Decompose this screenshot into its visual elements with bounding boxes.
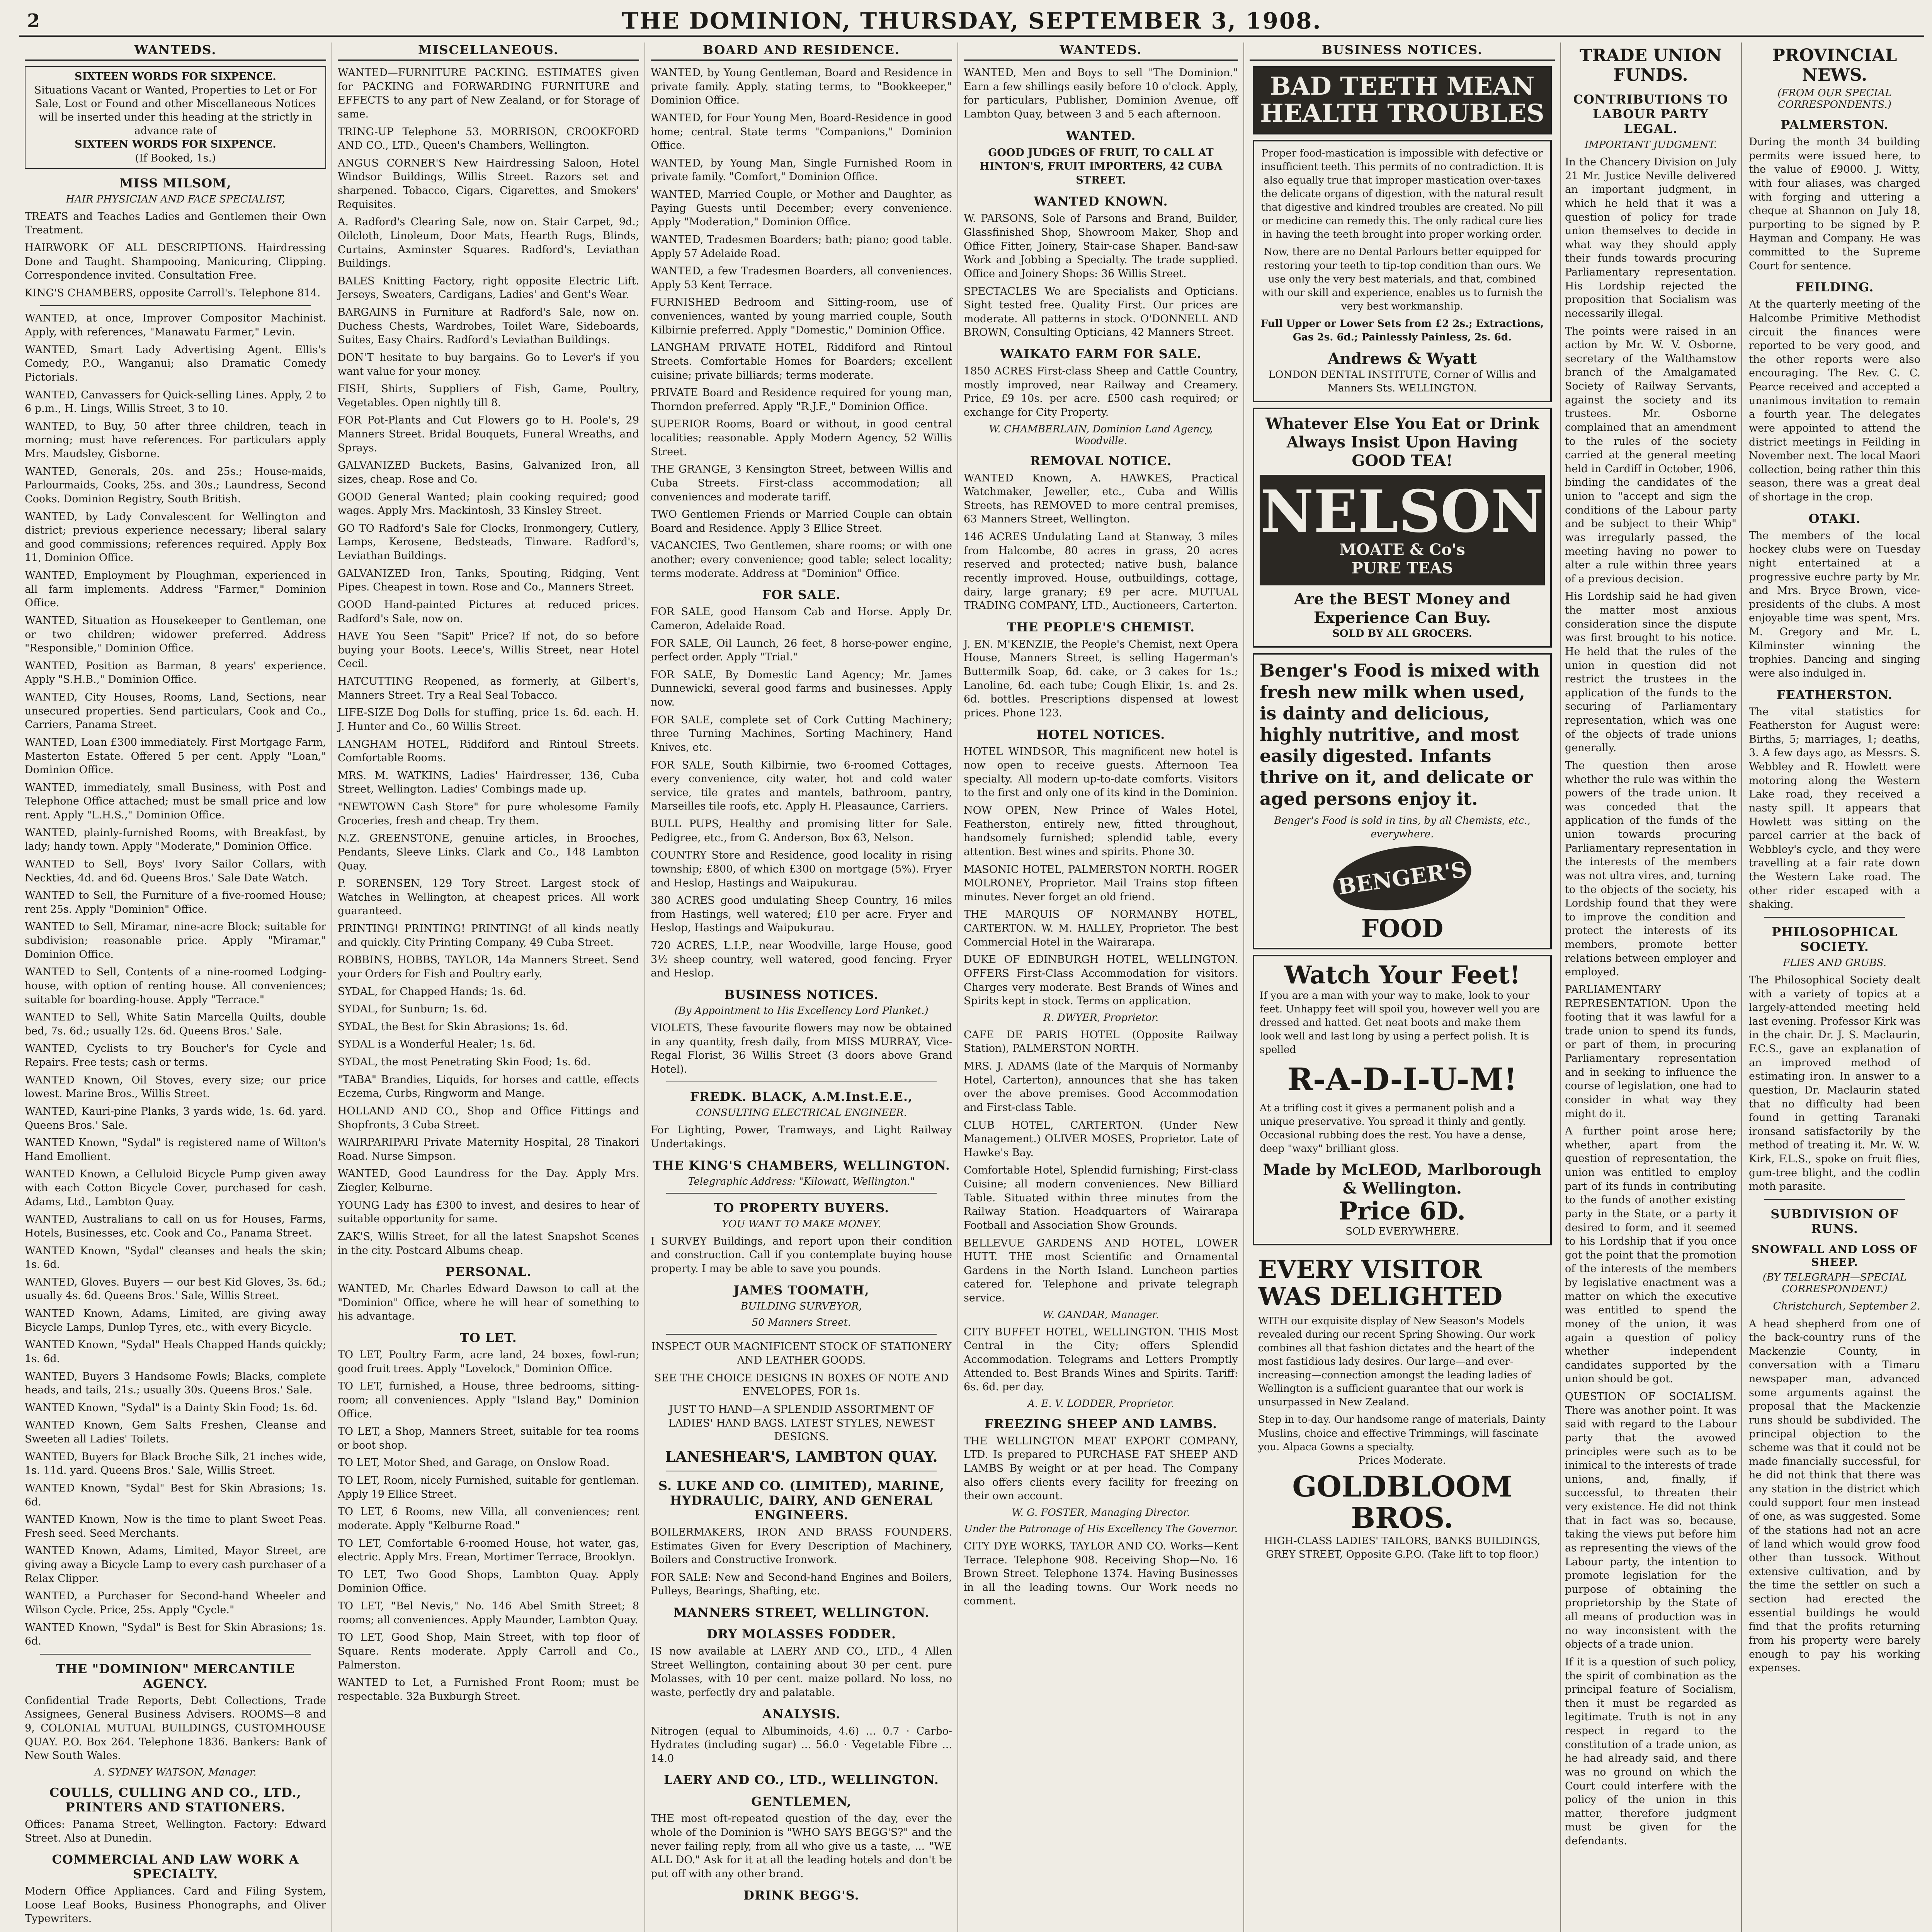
classified-ad: ANGUS CORNER'S New Hairdressing Saloon, Hotel Windsor Buildings, Willis Street. Razors set and sharpened. Tobacco, Cigars, Cigarettes, and Smokers' Requisites. xyxy=(338,157,639,211)
classified-ad: WANTED to Sell, Miramar, nine-acre Block; suitable for subdivision; reasonable price. Apply "Miramar," Dominion Office. xyxy=(25,921,326,961)
tolet-ad: WANTED to Let, a Furnished Front Room; must be respectable. 32a Buxburgh Street. xyxy=(338,1677,639,1702)
masthead xyxy=(19,8,1924,37)
nelson-text: Are the BEST Money and Experience Can Buy. xyxy=(1294,590,1511,627)
classified-ad: WANTED Known, Adams, Limited, Mayor Street, are giving away a Bicycle Lamp to every cash purchaser of a Relax Clipper. xyxy=(25,1545,326,1585)
chambers-text: KING'S CHAMBERS, opposite Carroll's. Telephone 814. xyxy=(25,287,321,299)
forsale-ad: 720 ACRES, L.I.P., near Woodville, large House, good 3½ sheep country, well watered, good fencing. Fryer and Heslop. xyxy=(651,940,952,980)
classified-ad: N.Z. GREENSTONE, genuine articles, in Brooches, Pendants, Sleeve Links. Clark and Co., 148 Lambton Quay. xyxy=(338,832,639,872)
edinburgh-text: DUKE OF EDINBURGH HOTEL, WELLINGTON. OFFERS First-Class Accommodation for visitors. Charges very moderate. Best Brands of Wines and Spirits kept in stock. Terms on application. xyxy=(964,954,1238,1007)
benger-sold: Benger's Food is sold in tins, by all Chemists, etc., everywhere. xyxy=(1274,815,1531,840)
dental-ad xyxy=(1253,140,1552,403)
snowfall-text: A head shepherd from one of the back-country runs of the Mackenzie County, in conversation with a Timaru newspaper man, advanced some arguments against the proposal that the Mackenzie runs should be subdivided. The principal objection to the scheme was that it could not be made financially successful, for he did not think that there was any station in the district which could support four men instead of one, as was suggested. Some of the stations had not an acre of land which would grow food other than tussock. Without extensive cultivation, and by the time the settler on such a section had erected the essential buildings he would find that the profits returning from his property were barely enough to pay his working expenses. xyxy=(1749,1318,1920,1674)
classified-ad: P. SORENSEN, 129 Tory Street. Largest stock of Watches in Wellington, at cheapest prices. All work guaranteed. xyxy=(338,878,639,917)
hairwork-text: HAIRWORK OF ALL DESCRIPTIONS. Hairdressing Done and Taught. Shampooing, Manicuring, Clipping. Correspondence invited. Consultation Free. xyxy=(25,242,326,282)
classified-ad: WANTED to Sell, the Furniture of a five-roomed House; rent 25s. Apply "Dominion" Office. xyxy=(25,889,326,915)
classified-ad: WANTED Known, "Sydal" Heals Chapped Hands quickly; 1s. 6d. xyxy=(25,1339,326,1365)
fruit-text: GOOD JUDGES OF FRUIT, TO CALL AT HINTON'S, FRUIT IMPORTERS, 42 CUBA STREET. xyxy=(979,146,1223,186)
tolet-ad: TO LET, a Shop, Manners Street, suitable for tea rooms or boot shop. xyxy=(338,1425,639,1451)
classified-ad: WANTED, immediately, small Business, with Post and Telephone Office attached; must be small price and low rent. Apply "L.H.S.," Dominion Office. xyxy=(25,781,326,821)
board-ad: TWO Gentlemen Friends or Married Couple can obtain Board and Residence. Apply 3 Ellice Street. xyxy=(651,509,952,534)
board-ad: SUPERIOR Rooms, Board or without, in good central localities; reasonable. Apply Modern Agency, 52 Willis Street. xyxy=(651,418,952,458)
provincial-headline: PROVINCIAL NEWS. xyxy=(1772,46,1897,85)
forsale-ad: FOR SALE, By Domestic Land Agency; Mr. James Dunnewicki, several good farms and businesses. Apply now. xyxy=(651,668,952,708)
forsale-ad: FOR SALE, South Kilbirnie, two 6-roomed Cottages, every convenience, city water, hot and cold water service, tile grates and mantels, bathroom, pantry, Marseilles tile roofs, etc. Apply H. Pleasaunce, Carriers. xyxy=(651,759,952,813)
radium-text: At a trifling cost it gives a permanent polish and a unique preservative. You spread it thinly and gently. Occasional rubbing does the rest. You have a dense, deep "waxy" brilliant gloss. xyxy=(1260,1102,1526,1155)
prince-text: NOW OPEN, New Prince of Wales Hotel, Featherston, entirely new, fitted throughout, handsomely furnished; splendid table, every attention. Best wines and spirits. Phone 30. xyxy=(964,804,1238,858)
divider xyxy=(1764,1199,1905,1200)
column-miscellaneous xyxy=(332,43,645,1932)
classified-ad: GOOD Hand-painted Pictures at reduced prices. Radford's Sale, now on. xyxy=(338,599,639,625)
laery-name: LAERY AND CO., LTD., WELLINGTON. xyxy=(664,1772,939,1787)
classified-ad: DON'T hesitate to buy bargains. Go to Lever's if you want value for your money. xyxy=(338,351,639,378)
article-paragraph: QUESTION OF SOCIALISM. There was another point. It was said with regard to the Labour party that the avowed principles were such as to be inimical to the interests of trade unions, and, finally, if successful, to threaten their very existence. He did not think that in fact was so, because, taking the views put before him as representing the views of the Labour party, the intention to promote legislation for the purpose of obtaining the proprietorship by the State of all means of production was in no way inconsistent with the objects of a trade union. xyxy=(1565,1391,1736,1651)
section-heading-wanteds-2: WANTEDS. xyxy=(964,43,1238,61)
classified-ad: WANTED, Gloves. Buyers — our best Kid Gloves, 3s. 6d.; usually 4s. 6d. Queens Bros.' Sale, Willis Street. xyxy=(25,1276,326,1302)
forsale-ad: BULL PUPS, Healthy and promising litter for Sale. Pedigree, etc., from G. Anderson, Box 63, Nelson. xyxy=(651,818,952,844)
column-business-notices xyxy=(1244,43,1561,1932)
section-heading-miscellaneous: MISCELLANEOUS. xyxy=(338,43,639,61)
classified-ad: WANTED, Buyers for Black Broche Silk, 21 inches wide, 1s. 11d. yard. Queens Bros.' Sale, Willis Street. xyxy=(25,1451,326,1477)
classified-ad: WANTED Known, Oil Stoves, every size; our price lowest. Marine Bros., Willis Street. xyxy=(25,1074,326,1100)
classified-ad: WANTED, by Lady Convalescent for Wellington and district; previous experience necessary; liberal salary and good commissions; references required. Apply Box 11, Dominion Office. xyxy=(25,510,326,564)
forsale-ad: FOR SALE, Oil Launch, 26 feet, 8 horse-power engine, perfect order. Apply "Trial." xyxy=(651,637,952,663)
classified-ad: SYDAL is a Wonderful Healer; 1s. 6d. xyxy=(338,1038,536,1051)
luke-sale: FOR SALE: New and Second-hand Engines and Boilers, Pulleys, Bearings, Shafting, etc. xyxy=(651,1571,952,1597)
classified-ad: WANTED, Loan £300 immediately. First Mortgage Farm, Masterton Estate. Offered 5 per cent. Apply "Loan," Dominion Office. xyxy=(25,736,326,776)
personal-text: WANTED, Mr. Charles Edward Dawson to call at the "Dominion" Office, where he will hear of something to his advantage. xyxy=(338,1283,639,1323)
forsale-list xyxy=(651,605,952,980)
article-paragraph: PARLIAMENTARY REPRESENTATION. Upon the footing that it was lawful for a trade union to spend its funds, or part of them, in procuring Parliamentary representation and in seeking to influence the course of legislation, one had to consider in what way they might do it. xyxy=(1565,983,1736,1120)
otaki-heading: OTAKI. xyxy=(1808,511,1861,526)
board-ad: LANGHAM PRIVATE HOTEL, Riddiford and Rintoul Streets. Comfortable Homes for Boarders; excellent cuisine; private billiards; terms moderate. xyxy=(651,342,952,381)
feilding-text: At the quarterly meeting of the Halcombe Primitive Methodist circuit the finances were reported to be very good, and the other reports were also encouraging. The Rev. C. C. Pearce received and accepted a unanimous invitation to remain a fourth year. The delegates were appointed to attend the district meetings in Feilding in November next. The local Maori collection, being rather thin this season, there was a great deal of shortage in the crop. xyxy=(1749,298,1920,503)
chemist-text: J. EN. M'KENZIE, the People's Chemist, next Opera House, Manners Street, is selling Hagerman's Buttermilk Soap, 6d. cake, or 3 cakes for 1s.; Lanoline, 6d. each tube; Cough Elixir, 1s. and 2s. 6d. bottles. Prescriptions dispensed at lowest prices. Phone 123. xyxy=(964,638,1238,719)
featherston-text: The vital statistics for Featherston for August were: Births, 5; marriages, 1; deaths, 3. A few days ago, as Messrs. S. Webbley and R. Howlett were motoring along the Western Lake road, they received a nasty spill. It appears that Howlett was sitting on the parcel carrier at the back of Webbley's cycle, and they were travelling at a fair rate down the Western Lake road. The other rider escaped with a shaking. xyxy=(1749,706,1920,911)
divider xyxy=(1764,917,1905,918)
nelson-brand: NELSON xyxy=(1260,478,1544,546)
freezing-heading: FREEZING SHEEP AND LAMBS. xyxy=(984,1416,1218,1431)
classified-ad: WANTED, Kauri-pine Planks, 3 yards wide, 1s. 6d. yard. Queens Bros.' Sale. xyxy=(25,1105,326,1131)
farm-text: 1850 ACRES First-class Sheep and Cattle Country, mostly improved, near Railway and Creamery. Price, £9 10s. per acre. £500 cash required; or exchange for City Property. xyxy=(964,365,1238,418)
forsale-heading: FOR SALE. xyxy=(762,587,841,602)
beggs-text: THE most oft-repeated question of the day, ever the whole of the Dominion is "WHO SAYS BEGG'S?" and the never failing reply, from all who give us a taste, ... "WE ALL DO." Ask for it at all the leading hotels and don't be put off with any other brand. xyxy=(651,1813,952,1880)
board-ad: FURNISHED Bedroom and Sitting-room, use of conveniences, wanted by young married couple, South Kilbirnie preferred. Apply "Domestic," Dominion Office. xyxy=(651,296,952,336)
forsale-ad: 380 ACRES good undulating Sheep Country, 16 miles from Hastings, well watered; £10 per acre. Fryer and Heslop, Hastings and Waipukurau. xyxy=(651,895,952,934)
classified-ad: GALVANIZED Buckets, Basins, Galvanized Iron, all sizes, cheap. Rose and Co. xyxy=(338,459,639,485)
classified-ad: LANGHAM HOTEL, Riddiford and Rintoul Streets. Comfortable Rooms. xyxy=(338,738,639,764)
column-wanteds-hotels xyxy=(958,43,1244,1932)
section-heading-wanteds: WANTEDS. xyxy=(25,43,326,61)
classified-ad: ZAK'S, Willis Street, for all the latest Snapshot Scenes in the city. Postcard Albums cheap. xyxy=(338,1230,639,1257)
article-paragraph: If it is a question of such policy, the spirit of combination as the principal feature of Socialism, then it must be regarded as legitimate. Truth is not in any respect in regard to the constitution of a trade union, as he had already said, and there was no ground on which the Court could interfere with the policy of the union in this matter, therefore judgment must be given for the defendants. xyxy=(1565,1656,1736,1847)
edinburgh-proprietor: R. DWYER, Proprietor. xyxy=(1043,1012,1159,1024)
laneshear-brand: LANESHEAR'S, LAMBTON QUAY. xyxy=(665,1447,938,1465)
classified-ad: SYDAL, for Sunburn; 1s. 6d. xyxy=(338,1003,488,1015)
classified-list xyxy=(338,66,639,1257)
city-buffet-text: CITY BUFFET HOTEL, WELLINGTON. THIS Most Central in the City; offers Splendid Accommodation. Telegrams and Letters Promptly Attended to. Best Brands Wines and Spirits. Tariff: 6s. 6d. per day. xyxy=(964,1326,1238,1393)
classified-ad: WANTED to Sell, Contents of a nine-roomed Lodging-house, with option of renting house. All conveniences; suitable for boarding-house. Apply "Terrace." xyxy=(25,966,326,1006)
fodder-heading: DRY MOLASSES FODDER. xyxy=(706,1627,896,1641)
classified-ad: TRING-UP Telephone 53. MORRISON, CROOKFORD AND CO., LTD., Queen's Chambers, Wellington. xyxy=(338,126,639,152)
classified-ad: LIFE-SIZE Dog Dolls for stuffing, price 1s. 6d. each. H. J. Hunter and Co., 60 Willis Street. xyxy=(338,707,639,733)
fodder-text: IS now available at LAERY AND CO., LTD., 4 Allen Street Wellington, containing about 30 per cent. pure Molasses, with 10 per cent. maize pollard. No loss, no waste, perfectly dry and palatable. xyxy=(651,1645,952,1699)
black-telegraph: Telegraphic Address: "Kilowatt, Wellington." xyxy=(688,1175,915,1187)
classified-ad: WANTED, Good Laundress for the Day. Apply Mrs. Ziegler, Kelburne. xyxy=(338,1168,639,1194)
trade-union-subheading: CONTRIBUTIONS TO LABOUR PARTY LEGAL. xyxy=(1573,92,1728,136)
removal-text: WANTED Known, A. HAWKES, Practical Watchmaker, Jeweller, etc., Cuba and Willis Streets, has REMOVED to more central premises, 63 Manners Street, Wellington. xyxy=(964,472,1238,526)
gentlemen-heading: GENTLEMEN, xyxy=(751,1794,852,1809)
dye-works-text: CITY DYE WORKS, TAYLOR AND CO. Works—Kent Terrace. Telephone 908. Receiving Shop—No. 16 Brown Street. Telephone 1374. Having Businesses in all the leading towns. Our Work needs no comment. xyxy=(964,1540,1238,1607)
luke-address: MANNERS STREET, WELLINGTON. xyxy=(673,1605,930,1620)
classified-ad: WANTED, Employment by Ploughman, experienced in all farm implements. Address "Farmer," Dominion Office. xyxy=(25,570,326,609)
analysis-heading: ANALYSIS. xyxy=(762,1706,841,1721)
tolet-ad: TO LET, Two Good Shops, Lambton Quay. Apply Dominion Office. xyxy=(338,1568,639,1595)
benger-ad xyxy=(1253,653,1552,949)
classified-ad: WANTED, at once, Improver Compositor Machinist. Apply, with references, "Manawatu Farmer," Levin. xyxy=(25,312,326,338)
drink-beggs: DRINK BEGG'S. xyxy=(743,1888,859,1903)
spectacles-text: SPECTACLES We are Specialists and Opticians. Sight tested free. Quality First. Our prices are moderate. All patterns in stock. O'DONNELL AND BROWN, Consulting Opticians, 42 Manners Street. xyxy=(964,285,1238,339)
judgment-heading: IMPORTANT JUDGMENT. xyxy=(1585,139,1717,151)
rates-terms: (If Booked, 1s.) xyxy=(135,152,216,164)
cafe-text: CAFE DE PARIS HOTEL (Opposite Railway Station), PALMERSTON NORTH. xyxy=(964,1029,1238,1055)
classified-ad: WANTED, plainly-furnished Rooms, with Breakfast, by lady; handy town. Apply "Moderate," Dominion Office. xyxy=(25,827,326,853)
visitor-text: WITH our exquisite display of New Season's Models revealed during our recent Spring Showing. Our work combines all that fashion dictates and the heart of the most fastidious lady desires. Our large—and ever-increasing—connection amongst the leading ladies of Wellington is a sufficient guarantee that our work is unsurpassed in New Zealand. xyxy=(1258,1315,1535,1408)
adams-text: MRS. J. ADAMS (late of the Marquis of Normanby Hotel, Carterton), announces that she has taken over the above premises. Good Accommodation and First-class Table. xyxy=(964,1060,1238,1114)
agency-manager: A. SYDNEY WATSON, Manager. xyxy=(94,1766,257,1778)
denture-text: Now, there are no Dental Parlours better equipped for restoring your teeth to tip-top condition than ours. We use only the very best materials, and that, combined with our skill and experience, enables us to furnish the very best workmanship. xyxy=(1262,246,1543,312)
rates-text: Situations Vacant or Wanted, Properties to Let or For Sale, Lost or Found and other Miscellaneous Notices will be inserted under this heading at the strictly in advance rate of xyxy=(34,84,317,137)
bags-text: JUST TO HAND—A SPLENDID ASSORTMENT OF LADIES' HAND BAGS. LATEST STYLES, NEWEST DESIGNS. xyxy=(668,1403,935,1443)
classified-ad: WANTED, Canvassers for Quick-selling Lines. Apply, 2 to 6 p.m., H. Lings, Willis Street, 3 to 10. xyxy=(25,389,327,415)
classified-ad: BARGAINS in Furniture at Radford's Sale, now on. Duchess Chests, Wardrobes, Toilet Ware, Sideboards, Suites, Easy Chairs. Radford's Leviathan Buildings. xyxy=(338,306,639,346)
classified-ad: WANTED Known, "Sydal" is Best for Skin Abrasions; 1s. 6d. xyxy=(25,1621,326,1648)
snowfall-dateline: Christchurch, September 2. xyxy=(1773,1300,1920,1312)
featherston-heading: FEATHERSTON. xyxy=(1776,687,1893,702)
column-board-residence xyxy=(645,43,958,1932)
milsom-text: TREATS and Teaches Ladies and Gentlemen their Own Treatment. xyxy=(25,210,326,236)
page-title: THE DOMINION, THURSDAY, SEPTEMBER 3, 1908. xyxy=(622,8,1322,34)
milsom-role: HAIR PHYSICIAN AND FACE SPECIALIST, xyxy=(66,193,285,205)
goldbloom-ad xyxy=(1253,1251,1552,1567)
tolet-list xyxy=(338,1348,639,1703)
commercial-heading: COMMERCIAL AND LAW WORK A SPECIALTY. xyxy=(52,1852,299,1882)
farm-agent: W. CHAMBERLAIN, Dominion Land Agency, Woodville. xyxy=(989,423,1213,447)
forsale-ad: COUNTRY Store and Residence, good locality in rising township; £800, of which £300 on mortgage (5%). Fryer and Heslop, Hastings and Waipukurau. xyxy=(651,849,952,889)
benger-food-label: FOOD xyxy=(1361,914,1444,943)
visitor-text-2: Step in to-day. Our handsome range of materials, Dainty Muslins, choice and effective Trimmings, will fascinate you. Alpaca Gowns a specialty. xyxy=(1258,1414,1546,1453)
column-wanteds xyxy=(19,43,332,1932)
classified-ad: SYDAL, the most Penetrating Skin Food; 1s. 6d. xyxy=(338,1056,591,1068)
radium-sold: SOLD EVERYWHERE. xyxy=(1345,1225,1459,1237)
classified-ad: GO TO Radford's Sale for Clocks, Ironmongery, Cutlery, Lamps, Kerosene, Bedsteads, Tinware. Radford's, Leviathan Buildings. xyxy=(338,522,639,562)
personal-heading: PERSONAL. xyxy=(445,1264,532,1279)
divider xyxy=(666,1193,937,1194)
watch-text: If you are a man with your way to make, look to your feet. Unhappy feet will spoil you, however well you are dressed and hatted. Get neat boots and make them look well and last long by using a perfect polish. It is spelled xyxy=(1260,990,1540,1056)
visitor-prices: Prices Moderate. xyxy=(1358,1454,1446,1466)
article-paragraph: A further point arose here; whether, apart from the question of representation, the union was entitled to employ part of its funds in contributing to the funds of another existing party in the State, or a party it desired to form, and it seemed to his Lordship that if you once got the point that the promotion of the interests of the members by legislative enactment was a matter on which the executive was entitled to spend the money of the union, it was again a question of policy whether independent candidates supported by the union should be got. xyxy=(1565,1125,1736,1385)
divider xyxy=(40,305,311,306)
business-heading: BUSINESS NOTICES. xyxy=(724,987,879,1002)
column-news xyxy=(1561,43,1924,1932)
board-ad: WANTED, a few Tradesmen Boarders, all conveniences. Apply 53 Kent Terrace. xyxy=(651,265,952,291)
club-text: CLUB HOTEL, CARTERTON. (Under New Management.) OLIVER MOSES, Proprietor. Late of Hawke's Bay. xyxy=(964,1119,1238,1159)
classified-ad: GOOD General Wanted; plain cooking required; good wages. Apply Mrs. Mackintosh, 33 Kinsley Street. xyxy=(338,491,639,517)
classified-ad: WANTED, to Buy, 50 after three children, teach in morning; must have references. For particulars apply Mrs. Maudsley, Gisborne. xyxy=(25,420,326,460)
rates-box xyxy=(25,66,326,169)
warrant-text: (By Appointment to His Excellency Lord Plunket.) xyxy=(674,1005,929,1017)
classified-ad: WANTED, a Purchaser for Second-hand Wheeler and Wilson Cycle. Price, 25s. Apply "Cycle." xyxy=(25,1590,326,1616)
bad-teeth-ad xyxy=(1253,66,1552,134)
classified-ad: MRS. M. WATKINS, Ladies' Hairdresser, 136, Cuba Street, Wellington. Ladies' Combings made up. xyxy=(338,769,639,796)
article-paragraph: In the Chancery Division on July 21 Mr. Justice Neville delivered an important judgment, in which he held that it was a question of policy for trade union themselves to decide in what way they should apply their funds towards procuring Parliamentary representation. His Lordship rejected the proposition that Socialism was necessarily illegal. xyxy=(1565,156,1736,320)
commercial-text: Modern Office Appliances. Card and Filing System, Loose Leaf Books, Business Phonographs, and Oliver Typewriters. xyxy=(25,1885,326,1925)
toomath-name: JAMES TOOMATH, xyxy=(733,1282,869,1298)
chemist-heading: THE PEOPLE'S CHEMIST. xyxy=(1007,619,1195,634)
coulls-title: COULLS, CULLING AND CO., LTD., PRINTERS AND STATIONERS. xyxy=(49,1785,301,1815)
hotel-heading: HOTEL NOTICES. xyxy=(1036,727,1165,742)
article-paragraph: His Lordship said he had given the matter most anxious consideration since the dispute was first brought to his notice. He held that the rules of the union in question did not restrict the trustees in the application of the funds to the securing of Parliamentary representation, which was one of the objects of trade unions generally. xyxy=(1565,590,1736,754)
black-address: THE KING'S CHAMBERS, WELLINGTON. xyxy=(652,1158,951,1173)
classified-ad: GALVANIZED Iron, Tanks, Spouting, Ridging, Vent Pipes. Cheapest in town. Rose and Co., Manners Street. xyxy=(338,567,639,594)
palmerston-heading: PALMERSTON. xyxy=(1781,117,1889,132)
men-boys-text: WANTED, Men and Boys to sell "The Dominion." Earn a few shillings easily before 10 o'clock. Apply, for particulars, Publisher, Dominion Avenue, off Lambton Quay, between 3 and 5 each afternoon. xyxy=(964,67,1238,120)
classified-ad: HOLLAND AND CO., Shop and Office Fittings and Shopfronts, 3 Cuba Street. xyxy=(338,1105,639,1131)
classified-ad: WANTED, Smart Lady Advertising Agent. Ellis's Comedy, P.O., Wanganui; also Dramatic Comedy Pictorials. xyxy=(25,344,326,383)
forsale-ad: FOR SALE, complete set of Cork Cutting Machinery; three Turning Machines, Sorting Machinery, Hand Knives, etc. xyxy=(651,714,952,753)
radium-price: Price 6D. xyxy=(1338,1196,1466,1226)
analysis-text: Nitrogen (equal to Albuminoids, 4.6) ... 0.7 · Carbo-Hydrates (including sugar) ... 56.0 · Vegetable Fibre ... 14.0 xyxy=(651,1725,952,1765)
classified-ad: WANTED, Cyclists to try Boucher's for Cycle and Repairs. Free tests; cash or terms. xyxy=(25,1043,326,1069)
farm-heading: WAIKATO FARM FOR SALE. xyxy=(1000,347,1202,361)
classified-ad: WANTED, Generals, 20s. and 25s.; House-maids, Parlourmaids, Cooks, 25s. and 30s.; Laundress, Second Cooks. Dominion Registry, South British. xyxy=(25,465,326,505)
benger-text: Benger's Food is mixed with fresh new milk when used, is dainty and delicious, highly nutritive, and most easily digested. Infants thrive on it, and delicate or aged persons enjoy it. xyxy=(1260,660,1540,809)
pure-teas-label: PURE TEAS xyxy=(1351,559,1453,578)
grocers-text: SOLD BY ALL GROCERS. xyxy=(1332,628,1472,640)
black-name: FREDK. BLACK, A.M.Inst.E.E., xyxy=(690,1089,913,1104)
wyatt-address: LONDON DENTAL INSTITUTE, Corner of Willis and Manners Sts. WELLINGTON. xyxy=(1268,369,1536,395)
classified-ad: WAIRPARIPARI Private Maternity Hospital, 28 Tinakori Road. Nurse Simpson. xyxy=(338,1136,639,1162)
classified-ad: "NEWTOWN Cash Store" for pure wholesome Family Groceries, fresh and cheap. Try them. xyxy=(338,801,639,827)
classified-ad: WANTED Known, a Celluloid Bicycle Pump given away with each Cotton Bicycle Cover, purchased for cash. Adams, Ltd., Lambton Quay. xyxy=(25,1168,326,1208)
philosophical-heading: PHILOSOPHICAL SOCIETY. xyxy=(1772,924,1898,954)
divider xyxy=(40,1654,311,1655)
classified-list xyxy=(25,311,326,1648)
agency-text: Confidential Trade Reports, Debt Collections, Trade Assignees, General Business Advisers. ROOMS—8 and 9, COLONIAL MUTUAL BUILDINGS, CUSTOMHOUSE QUAY. P.O. Box 264. Telephone 1836. Bankers: Bank of New South Wales. xyxy=(25,1694,326,1762)
board-ad: WANTED, Married Couple, or Mother and Daughter, as Paying Guests until December; every convenience. Apply "Moderation," Dominion Office. xyxy=(651,189,952,228)
goldbloom-brand: GOLDBLOOM BROS. xyxy=(1292,1470,1512,1535)
philosophical-text: The Philosophical Society dealt with a variety of topics at a largely-attended meeting held last evening. Professor Kirk was in the chair. Dr. J. S. Maclaurin, F.C.S., gave an explanation of an improved method of estimating iron. In answer to a question, Dr. Maclaurin stated that no difficulty had been found in getting Taranaki ironsand satisfactorily by the method of treating it. Mr. W. W. Kirk, F.L.S., spoke on fruit flies, gum-tree blight, and the codlin moth parasite. xyxy=(1749,974,1920,1193)
palmerston-text: During the month 34 building permits were issued here, to the value of £9000. J. Witty, with four aliases, was charged with forging and uttering a cheque at Shannon on July 18, purporting to be signed by P. Hayman and Company. He was committed to the Supreme Court for sentence. xyxy=(1749,136,1920,272)
rates-repeat: SIXTEEN WORDS FOR SIXPENCE. xyxy=(75,138,276,151)
parsons-text: W. PARSONS, Sole of Parsons and Brand, Builder, Glassfinished Shop, Showroom Maker, Shop and Office Fitter, Joinery, Stair-case Shaper. Band-saw Work and Jobbing a Specialty. The trade supplied. Office and Joinery Shops: 36 Willis Street. xyxy=(964,213,1238,280)
board-ad: THE GRANGE, 3 Kensington Street, between Willis and Cuba Streets. First-class accommodation; all conveniences and moderate tariff. xyxy=(651,463,952,503)
comfortable-text: Comfortable Hotel, Splendid furnishing; First-class Cuisine; all modern conveniences. New Billiard Table. Situated within three minutes from the Railway Station. Headquarters of Wairarapa Football and Association Show Grounds. xyxy=(964,1164,1238,1231)
article-paragraph: The question then arose whether the rule was within the powers of the trade union. It was conceded that the application of the funds of the union towards procuring Parliamentary representation in the interests of the members was not ultra vires, and, turning to the objects of the society, his Lordship found that they were to improve the condition and protect the interests of its members, promote better relations between employer and employed. xyxy=(1565,759,1736,978)
classified-ad: WANTED, Australians to call on us for Houses, Farms, Hotels, Businesses, etc. Cook and Co., Panama Street. xyxy=(25,1213,326,1239)
classified-ad: WANTED Known, "Sydal" is a Dainty Skin Food; 1s. 6d. xyxy=(25,1401,318,1414)
benger-brand-oval: BENGER'S xyxy=(1329,838,1476,919)
agency-title: THE "DOMINION" MERCANTILE AGENCY. xyxy=(56,1661,295,1691)
tolet-ad: TO LET, Room, nicely Furnished, suitable for gentleman. Apply 19 Ellice Street. xyxy=(338,1475,639,1500)
teeth-text: Proper food-mastication is impossible with defective or insufficient teeth. This permits of no contradiction. It is also equally true that improper mastication over-taxes the delicate organs of digestion, with the natural result that digestive and kindred troubles are created. No pill or medicine can remedy this. The only radical cure lies in having the teeth brought into proper working order. xyxy=(1261,147,1544,241)
board-ad: WANTED, by Young Gentleman, Board and Residence in private family. Apply, stating terms, to "Bookkeeper," Dominion Office. xyxy=(651,67,952,107)
classified-ad: WANTED Known, Adams, Limited, are giving away Bicycle Lamps, Dunlop Tyres, etc., with every Bicycle. xyxy=(25,1308,326,1333)
windsor-text: HOTEL WINDSOR, This magnificent new hotel is now open to receive guests. Afternoon Tea specialty. All modern up-to-date comforts. Visitors to the first and only one of its kind in the Dominion. xyxy=(964,745,1238,799)
classified-ad: WANTED, Buyers 3 Handsome Fowls; Blacks, complete heads, and tails, 21s.; usually 30s. Queens Bros.' Sale. xyxy=(25,1370,326,1396)
property-slogan: YOU WANT TO MAKE MONEY. xyxy=(722,1218,881,1230)
trade-union-article xyxy=(1565,43,1742,1932)
black-text: For Lighting, Power, Tramways, and Light Railway Undertakings. xyxy=(651,1124,952,1150)
patronage-text: Under the Patronage of His Excellency The Governor. xyxy=(964,1523,1238,1535)
classified-ad: WANTED, Position as Barman, 8 years' experience. Apply "S.H.B.," Dominion Office. xyxy=(25,660,326,686)
section-heading-business: BUSINESS NOTICES. xyxy=(1250,43,1555,61)
section-heading-board: BOARD AND RESIDENCE. xyxy=(651,43,952,61)
moate-brand: MOATE & Co's xyxy=(1339,541,1465,559)
stationery-text: INSPECT OUR MAGNIFICENT STOCK OF STATIONERY AND LEATHER GOODS. xyxy=(651,1340,952,1367)
article-paragraph: The points were raised in an action by Mr. W. V. Osborne, secretary of the Walthamstow branch of the Amalgamated Society of Railway Servants, against the society and its trustees. Mr. Osborne complained that an amendment to the rules of the society carried at the general meeting held in Cardiff in October, 1906, binding the candidates of the union to "accept and sign the conditions of the Labour party and be subject to their Whip" was irregularly passed, the meeting having no power to alter a rule within three years of a previous decision. xyxy=(1565,325,1736,585)
provincial-subheading: (FROM OUR SPECIAL CORRESPONDENTS.) xyxy=(1777,87,1892,111)
classified-ad: "TABA" Brandies, Liquids, for horses and cattle, effects Eczema, Curbs, Ringworm and Mange. xyxy=(338,1073,639,1100)
visitor-headline: EVERY VISITOR WAS DELIGHTED xyxy=(1258,1255,1503,1311)
flies-heading: FLIES AND GRUBS. xyxy=(1783,957,1886,969)
classified-ad: WANTED Known, Now is the time to plant Sweet Peas. Fresh seed. Seed Merchants. xyxy=(25,1514,326,1539)
wanted-heading: WANTED. xyxy=(1066,128,1136,143)
tolet-heading: TO LET. xyxy=(460,1330,517,1345)
classified-ad: FISH, Shirts, Suppliers of Fish, Game, Poultry, Vegetables. Open nightly till 8. xyxy=(338,383,639,409)
dental-prices: Full Upper or Lower Sets from £2 2s.; Extractions, Gas 2s. 6d.; Painlessly Painless, 2s. 6d. xyxy=(1260,318,1544,343)
page-number: 2 xyxy=(27,10,40,32)
tea-slogan: Whatever Else You Eat or Drink Always Insist Upon Having GOOD TEA! xyxy=(1265,415,1539,470)
freezing-director: W. G. FOSTER, Managing Director. xyxy=(1012,1507,1190,1519)
coulls-text: Offices: Panama Street, Wellington. Factory: Edward Street. Also at Dunedin. xyxy=(25,1818,326,1844)
removal-heading: REMOVAL NOTICE. xyxy=(1030,453,1172,468)
property-heading: TO PROPERTY BUYERS. xyxy=(713,1200,889,1215)
wyatt-name: Andrews & Wyatt xyxy=(1328,350,1477,368)
runs-heading: SUBDIVISION OF RUNS. xyxy=(1770,1206,1899,1236)
classified-ad: WANTED, City Houses, Rooms, Land, Sections, near unsecured properties. Send particulars, Cook and Co., Carriers, Panama Street. xyxy=(25,691,326,731)
board-ad: PRIVATE Board and Residence required for young man, Thorndon preferred. Apply "R.J.F.," Dominion Office. xyxy=(651,387,952,413)
divider xyxy=(666,1334,937,1335)
feilding-heading: FEILDING. xyxy=(1795,280,1874,295)
classified-ad: ROBBINS, HOBBS, TAYLOR, 14a Manners Street. Send your Orders for Fish and Poultry early. xyxy=(338,954,639,980)
black-role: CONSULTING ELECTRICAL ENGINEER. xyxy=(696,1107,907,1119)
bad-teeth-headline: BAD TEETH MEAN HEALTH TROUBLES xyxy=(1260,72,1544,128)
classified-ad: WANTED to Sell, Boys' Ivory Sailor Collars, with Neckties, 4d. and 6d. Queens Bros.' Sale Date Watch. xyxy=(25,858,326,884)
forsale-ad: FOR SALE, good Hansom Cab and Horse. Apply Dr. Cameron, Adelaide Road. xyxy=(651,606,952,632)
classified-ad: BALES Knitting Factory, right opposite Electric Lift. Jerseys, Sweaters, Cardigans, Ladies' and Gent's Wear. xyxy=(338,275,639,301)
board-ad: VACANCIES, Two Gentlemen, share rooms; or with one another; every convenience; good table; select locality; terms moderate. Address at "Dominion" Office. xyxy=(651,540,952,580)
classified-ad: A. Radford's Clearing Sale, now on. Stair Carpet, 9d.; Oilcloth, Linoleum, Door Mats, Hearth Rugs, Blinds, Curtains, Axminster Squares. Radford's, Leviathan Buildings. xyxy=(338,216,639,270)
board-ad: WANTED, by Young Man, Single Furnished Room in private family. "Comfort," Dominion Office. xyxy=(651,157,952,183)
classified-list xyxy=(651,66,952,580)
classified-ad: WANTED Known, "Sydal" Best for Skin Abrasions; 1s. 6d. xyxy=(25,1482,326,1508)
bellevue-manager: W. GANDAR, Manager. xyxy=(1043,1309,1159,1321)
known-heading: WANTED KNOWN. xyxy=(1034,194,1168,209)
snowfall-heading: SNOWFALL AND LOSS OF SHEEP. xyxy=(1751,1243,1918,1269)
marquis-text: THE MARQUIS OF NORMANBY HOTEL, CARTERTON. W. M. HALLEY, Proprietor. The best Commercial Hotel in the Wairarapa. xyxy=(964,908,1238,948)
freezing-text: THE WELLINGTON MEAT EXPORT COMPANY, LTD. Is prepared to PURCHASE FAT SHEEP AND LAMBS By weight or at per head. The Company also offers clients every facility for freezing on their own account. xyxy=(964,1435,1238,1502)
classified-ad: PRINTING! PRINTING! PRINTING! of all kinds neatly and quickly. City Printing Company, 49 Cuba Street. xyxy=(338,923,639,949)
provincial-news xyxy=(1749,43,1920,1932)
tolet-ad: TO LET, Motor Shed, and Garage, on Onslow Road. xyxy=(338,1457,610,1469)
radium-ad xyxy=(1253,955,1552,1245)
classified-ad: HATCUTTING Reopened, as formerly, at Gilbert's, Manners Street. Try a Real Seal Tobacco. xyxy=(338,675,639,701)
classified-ad: SYDAL, the Best for Skin Abrasions; 1s. 6d. xyxy=(338,1020,568,1033)
classified-ad: WANTED Known, "Sydal" is registered name of Wilton's Hand Emollient. xyxy=(25,1137,326,1163)
tolet-ad: TO LET, "Bel Nevis," No. 146 Abel Smith Street; 8 rooms; all conveniences. Apply Maunder, Lambton Quay. xyxy=(338,1600,639,1626)
board-ad: WANTED, for Four Young Men, Board-Residence in good home; central. State terms "Companions," Dominion Office. xyxy=(651,112,952,152)
luke-name: S. LUKE AND CO. (LIMITED), MARINE, HYDRAULIC, DAIRY, AND GENERAL ENGINEERS. xyxy=(658,1478,944,1522)
snowfall-subheading: (BY TELEGRAPH—SPECIAL CORRESPONDENT.) xyxy=(1762,1271,1907,1295)
tolet-ad: TO LET, 6 Rooms, new Villa, all conveniences; rent moderate. Apply "Kelburne Road." xyxy=(338,1506,639,1532)
tolet-ad: TO LET, Good Shop, Main Street, with top floor of Square. Rents moderate. Apply Carroll and Co., Palmerston. xyxy=(338,1631,639,1671)
tea-ad xyxy=(1253,408,1552,648)
goldbloom-address: HIGH-CLASS LADIES' TAILORS, BANKS BUILDINGS, GREY STREET, Opposite G.P.O. (Take lift to top floor.) xyxy=(1264,1535,1541,1560)
toomath-address: 50 Manners Street. xyxy=(752,1316,851,1328)
bellevue-text: BELLEVUE GARDENS AND HOTEL, LOWER HUTT. THE most Scientific and Ornamental Gardens in the North Island. Luncheon parties catered for. Telephone and private telegraph service. xyxy=(964,1237,1238,1304)
classified-ad: YOUNG Lady has £300 to invest, and desires to hear of suitable opportunity for same. xyxy=(338,1199,639,1225)
rates-title: SIXTEEN WORDS FOR SIXPENCE. xyxy=(75,71,276,83)
classified-ad: WANTED—FURNITURE PACKING. ESTIMATES given for PACKING and FORWARDING FURNITURE and EFFECTS to any part of New Zealand, or for Storage of same. xyxy=(338,67,639,120)
otaki-text: The members of the local hockey clubs were on Tuesday night entertained at a progressive euchre party by Mr. and Mrs. Bryce Brown, vice-presidents of the clubs. A most enjoyable time was spent, Mrs. M. Gregory and Mr. L. Kilminster winning the trophies. Dancing and singing were also indulged in. xyxy=(1749,529,1920,679)
tolet-ad: TO LET, Comfortable 6-roomed House, hot water, gas, electric. Apply Mrs. Frean, Mortimer Terrace, Brooklyn. xyxy=(338,1537,639,1563)
classified-ad: WANTED Known, "Sydal" cleanses and heals the skin; 1s. 6d. xyxy=(25,1245,326,1271)
board-ad: WANTED, Tradesmen Boarders; bath; piano; good table. Apply 57 Adelaide Road. xyxy=(651,233,952,260)
luke-text: BOILERMAKERS, IRON AND BRASS FOUNDERS. Estimates Given for Every Description of Machinery, Boilers and Constructive Ironwork. xyxy=(651,1526,952,1566)
mcleod-maker: Made by McLEOD, Marlborough & Wellington. xyxy=(1263,1160,1542,1197)
tolet-ad: TO LET, Poultry Farm, acre land, 24 boxes, fowl-run; good fruit trees. Apply "Lovelock," Dominion Office. xyxy=(338,1349,639,1375)
farm146-text: 146 ACRES Undulating Land at Stanway, 3 miles from Halcombe, 80 acres in grass, 20 acres reserved and protected; native bush, balance recently improved. House, outbuildings, cottage, dairy, large granary; £9 per acre. MUTUAL TRADING COMPANY, LTD., Auctioneers, Carterton. xyxy=(964,531,1238,612)
classified-ad: HAVE You Seen "Sapit" Price? If not, do so before buying your Boots. Leece's, Willis Street, near Hotel Cecil. xyxy=(338,630,639,670)
violets-text: VIOLETS, These favourite flowers may now be obtained in any quantity, fresh daily, from MISS MURRAY, Vice-Regal Florist, 36 Willis Street (3 doors above Grand Hotel). xyxy=(651,1022,952,1075)
classified-ad: WANTED to Sell, White Satin Marcella Quilts, double bed, 7s. 6d.; usually 12s. 6d. Queens Bros.' Sale. xyxy=(25,1011,326,1037)
classified-ad: SYDAL, for Chapped Hands; 1s. 6d. xyxy=(338,985,526,998)
trade-union-headline: TRADE UNION FUNDS. xyxy=(1579,46,1722,85)
city-buffet-proprietor: A. E. V. LODDER, Proprietor. xyxy=(1027,1398,1174,1410)
classified-ad: WANTED Known, Gem Salts Freshen, Cleanse and Sweeten all Ladies' Toilets. xyxy=(25,1419,326,1446)
watch-feet-headline: Watch Your Feet! xyxy=(1284,961,1520,990)
milsom-name: MISS MILSOM, xyxy=(119,175,231,190)
masonic-text: MASONIC HOTEL, PALMERSTON NORTH. ROGER MOLRONEY, Proprietor. Mail Trains stop fifteen minutes. Never forget an old friend. xyxy=(964,863,1238,903)
classified-ad: FOR Pot-Plants and Cut Flowers go to H. Poole's, 29 Manners Street. Bridal Bouquets, Funeral Wreaths, and Sprays. xyxy=(338,414,639,454)
designs-text: SEE THE CHOICE DESIGNS IN BOXES OF NOTE AND ENVELOPES, FOR 1s. xyxy=(654,1372,949,1398)
classified-ad: WANTED, Situation as Housekeeper to Gentleman, one or two children; widower preferred. Address "Responsible," Dominion Office. xyxy=(25,614,326,655)
toomath-role: BUILDING SURVEYOR, xyxy=(741,1300,862,1312)
radium-brand: R-A-D-I-U-M! xyxy=(1287,1061,1517,1098)
tolet-ad: TO LET, furnished, a House, three bedrooms, sitting-room; all conveniences. Apply "Island Bay," Dominion Office. xyxy=(338,1380,639,1420)
trade-union-body xyxy=(1565,155,1736,1848)
property-text: I SURVEY Buildings, and report upon their condition and construction. Call if you contemplate buying house property. I may be able to save you pounds. xyxy=(651,1235,952,1275)
